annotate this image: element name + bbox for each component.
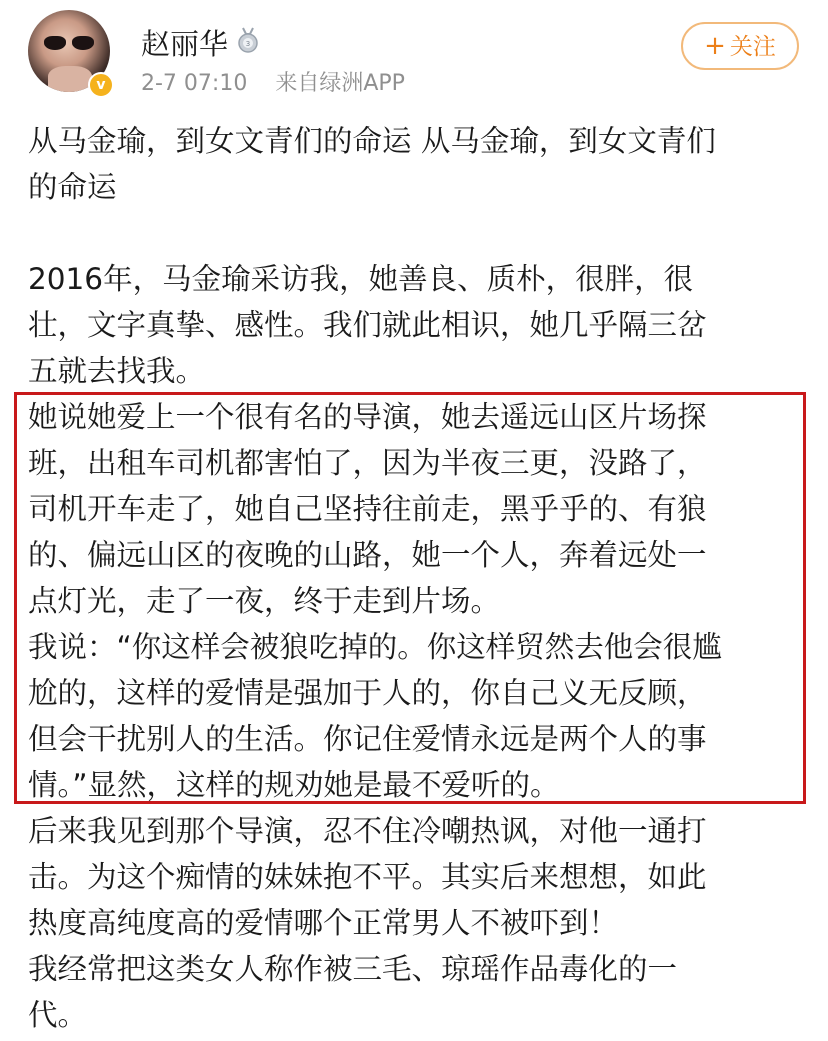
post-title-line: 从马金瑜，到女文青们的命运 从马金瑜，到女文青们 的命运 bbox=[28, 124, 716, 204]
paragraph-4: 后来我见到那个导演，忍不住冷嘲热讽，对他一通打 击。为这个痴情的妹妹抱不平。其实后来想想，如此 热度高纯度高的爱情哪个正常男人不被吓到！ bbox=[28, 814, 707, 940]
paragraph-1: 2016年，马金瑜采访我，她善良、质朴，很胖，很 壮，文字真挚、感性。我们就此相识，她几乎隔三岔 五就去找我。 bbox=[28, 262, 707, 388]
verified-badge-icon: v bbox=[88, 72, 114, 98]
post-source[interactable]: 来自绿洲APP bbox=[275, 71, 405, 96]
avatar-sunglasses bbox=[44, 36, 94, 52]
post-meta bbox=[141, 66, 405, 97]
follow-button[interactable] bbox=[681, 22, 799, 70]
post-time: 2-7 07:10 bbox=[141, 71, 248, 96]
follow-label: 关注 bbox=[729, 34, 776, 60]
svg-text:3: 3 bbox=[245, 40, 251, 48]
post-header bbox=[0, 0, 828, 110]
post-body bbox=[28, 118, 806, 1038]
paragraph-5: 我经常把这类女人称作被三毛、琼瑶作品毒化的一 代。 bbox=[28, 952, 678, 1032]
paragraph-3: 我说：“你这样会被狼吃掉的。你这样贸然去他会很尴 尬的，这样的爱情是强加于人的，你自己义无反顾， 但会干扰别人的生活。你记住爱情永远是两个人的事 情。”显然，这样的规劝她是最不爱听的。 bbox=[28, 630, 722, 802]
medal-icon bbox=[234, 26, 262, 54]
author-name[interactable]: 赵丽华 bbox=[141, 27, 229, 61]
paragraph-2: 她说她爱上一个很有名的导演，她去遥远山区片场探 班，出租车司机都害怕了，因为半夜三更，没路了， 司机开车走了，她自己坚持往前走，黑乎乎的、有狼 的、偏远山区的夜晚的山路，她一个人，奔着远处一 点灯光，走了一夜，终于走到片场。 bbox=[28, 400, 707, 618]
avatar-hand bbox=[48, 66, 92, 92]
plus-icon: + bbox=[704, 31, 726, 61]
